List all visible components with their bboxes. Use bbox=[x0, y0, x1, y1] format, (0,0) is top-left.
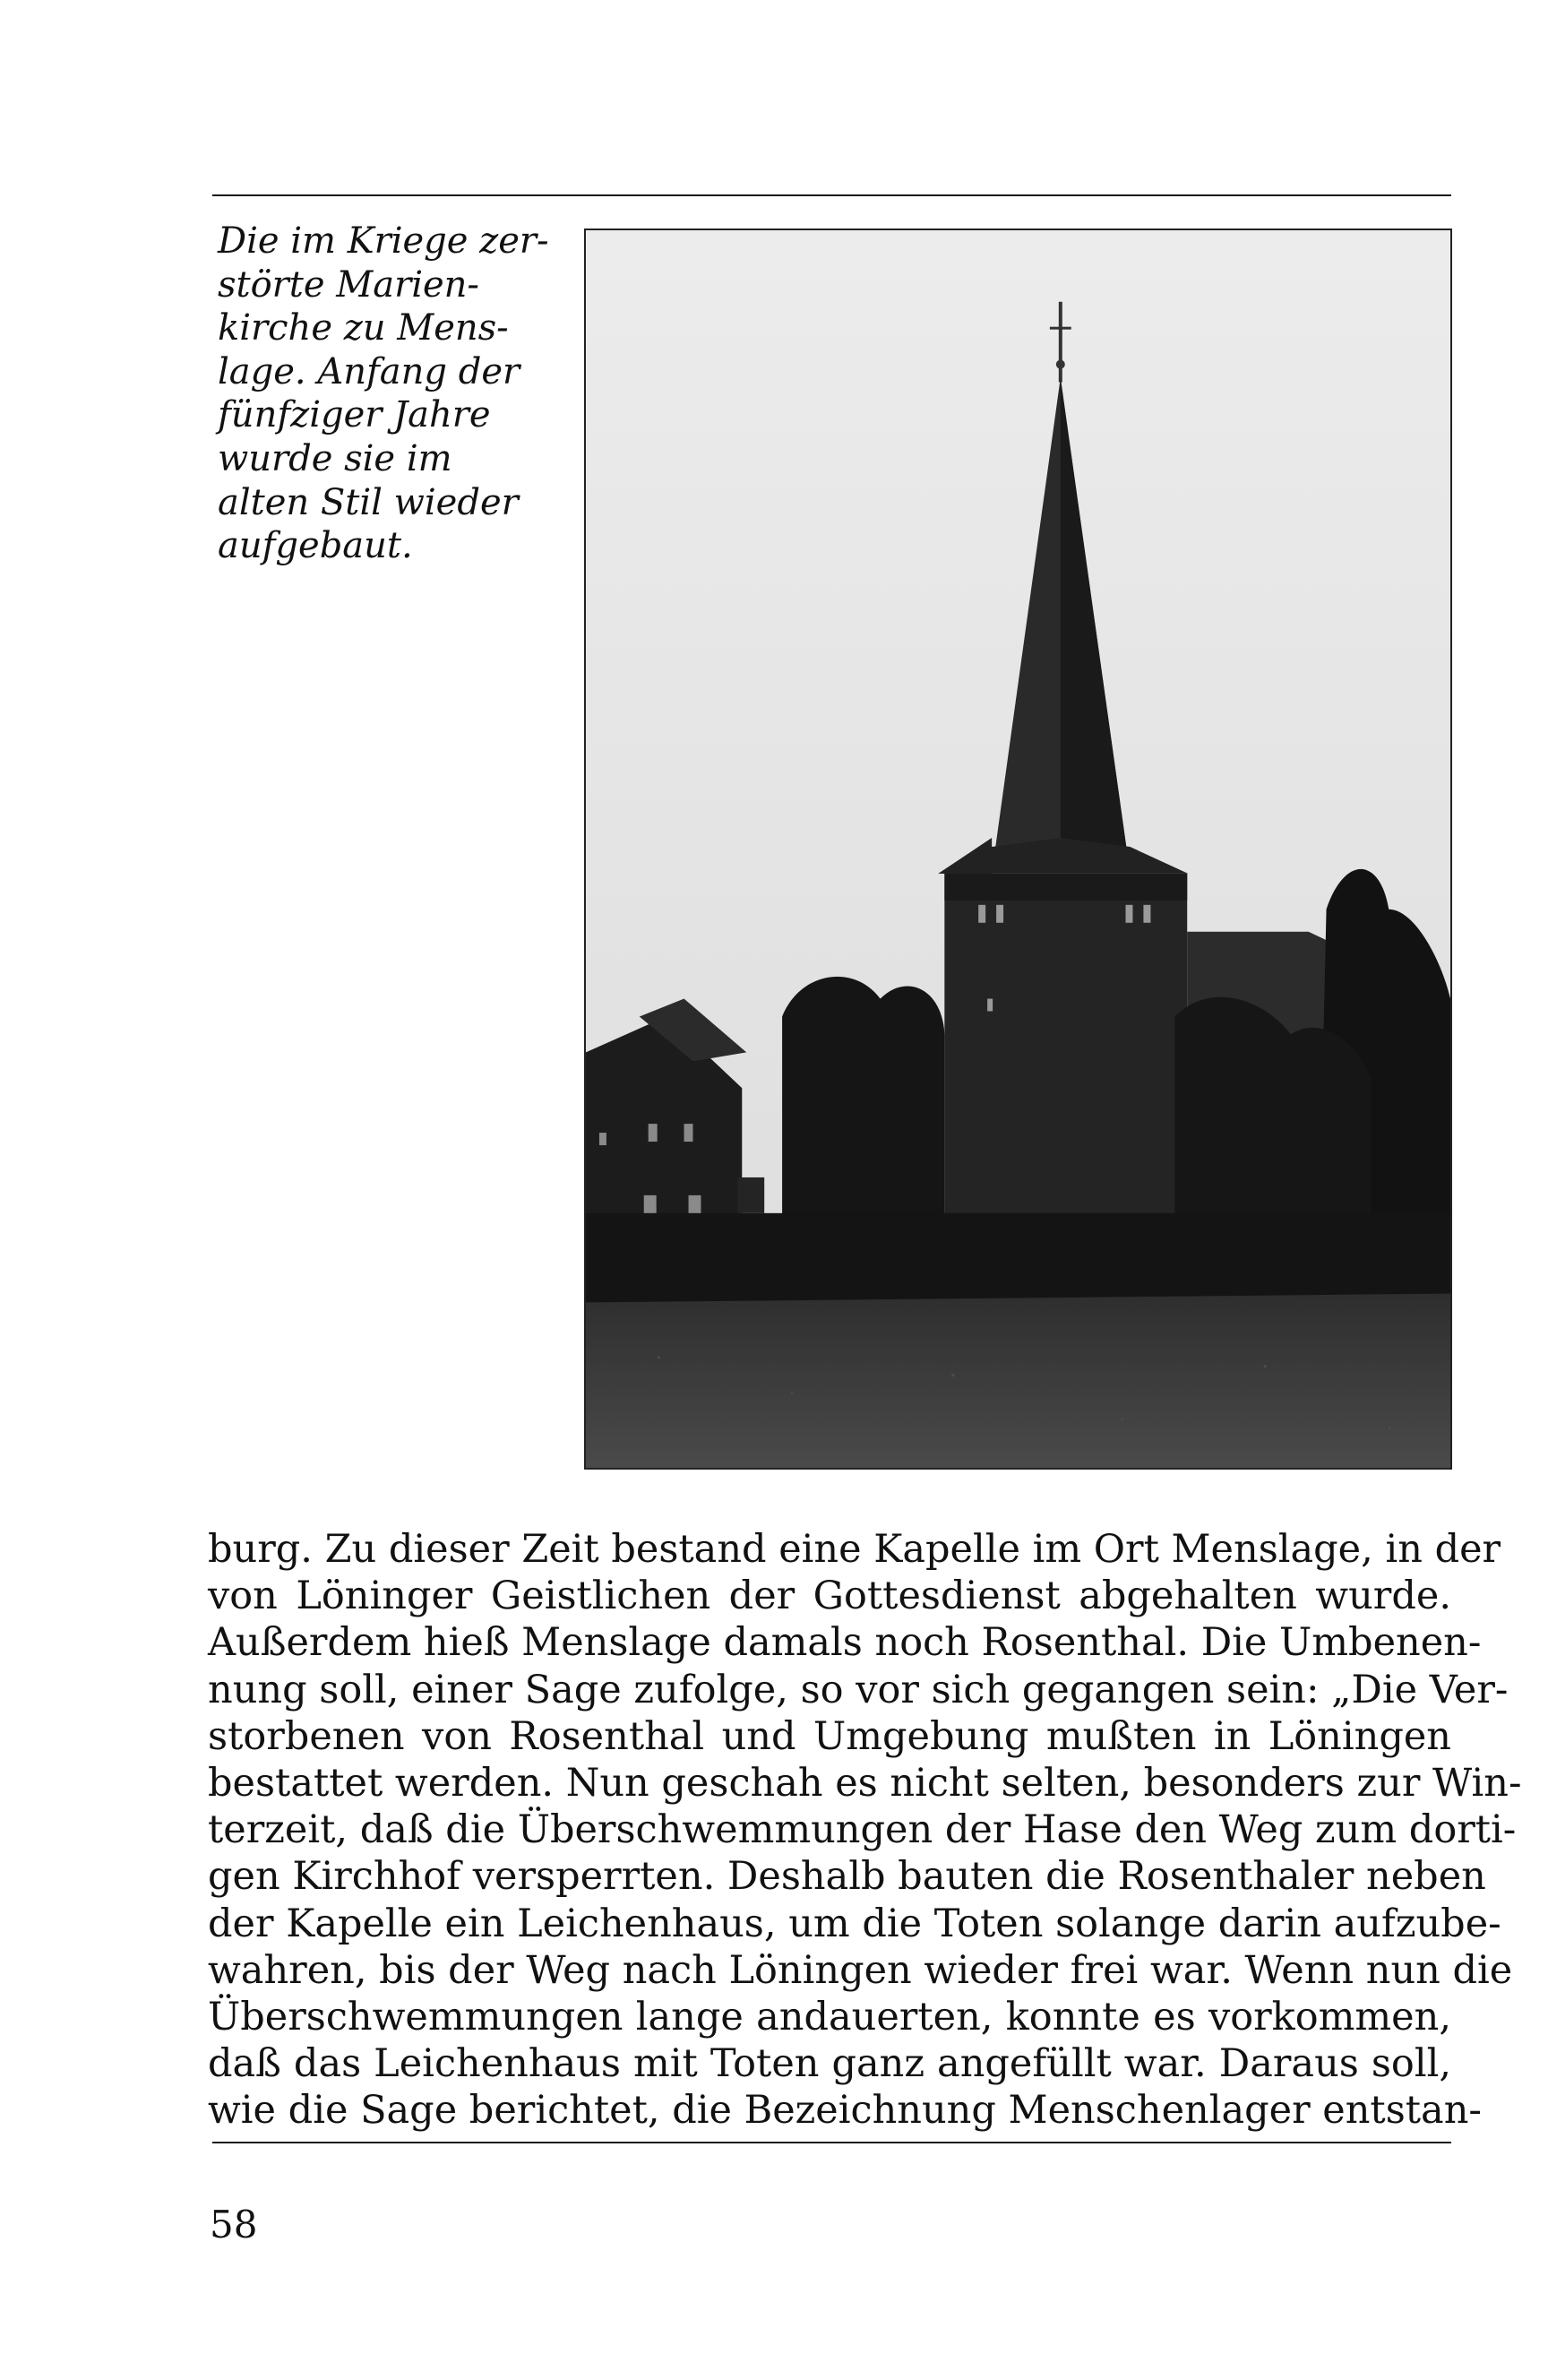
page-number: 58 bbox=[210, 2203, 258, 2246]
church-photo-illustration bbox=[586, 230, 1450, 1468]
caption-line: lage. Anfang der bbox=[218, 350, 520, 392]
church-photo bbox=[584, 229, 1452, 1470]
body-line: gen Kirchhof versperrten. Deshalb bauten die Rosenthaler neben bbox=[208, 1854, 1486, 1900]
caption-line: störte Marien- bbox=[218, 263, 479, 306]
top-rule bbox=[212, 194, 1451, 196]
body-line: storbenen von Rosenthal und Umgebung mußten in Löningen bbox=[208, 1713, 1451, 1759]
caption-line: Die im Kriege zer- bbox=[218, 220, 549, 262]
bottom-rule bbox=[212, 2142, 1451, 2143]
body-line: von Löninger Geistlichen der Gottesdienst abgehalten wurde. bbox=[208, 1574, 1451, 1619]
body-line: terzeit, daß die Überschwemmungen der Hase den Weg zum dorti- bbox=[208, 1807, 1517, 1853]
caption-line: wurde sie im bbox=[218, 437, 452, 479]
body-line: wie die Sage berichtet, die Bezeichnung Menschenlager entstan- bbox=[208, 2088, 1482, 2134]
body-line: Überschwemmungen lange andauerten, konnte es vorkommen, bbox=[208, 1995, 1451, 2040]
body-text bbox=[208, 1526, 1522, 2134]
caption-line: fünfziger Jahre bbox=[218, 394, 491, 436]
body-line: burg. Zu dieser Zeit bestand eine Kapelle im Ort Menslage, in der bbox=[208, 1527, 1501, 1572]
caption-line: alten Stil wieder bbox=[218, 481, 519, 523]
photo-caption bbox=[218, 220, 567, 568]
body-line: bestattet werden. Nun geschah es nicht selten, besonders zur Win- bbox=[208, 1761, 1522, 1807]
body-line: daß das Leichenhaus mit Toten ganz angefüllt war. Daraus soll, bbox=[208, 2041, 1451, 2087]
body-line: wahren, bis der Weg nach Löningen wieder frei war. Wenn nun die bbox=[208, 1947, 1513, 1993]
body-line: der Kapelle ein Leichenhaus, um die Toten solange darin aufzube- bbox=[208, 1901, 1501, 1946]
caption-line: aufgebaut. bbox=[218, 525, 413, 567]
caption-line: kirche zu Mens- bbox=[218, 307, 509, 349]
body-line: nung soll, einer Sage zufolge, so vor sich gegangen sein: „Die Ver- bbox=[208, 1667, 1509, 1712]
body-line: Außerdem hieß Menslage damals noch Rosenthal. Die Umbenen- bbox=[208, 1620, 1482, 1666]
